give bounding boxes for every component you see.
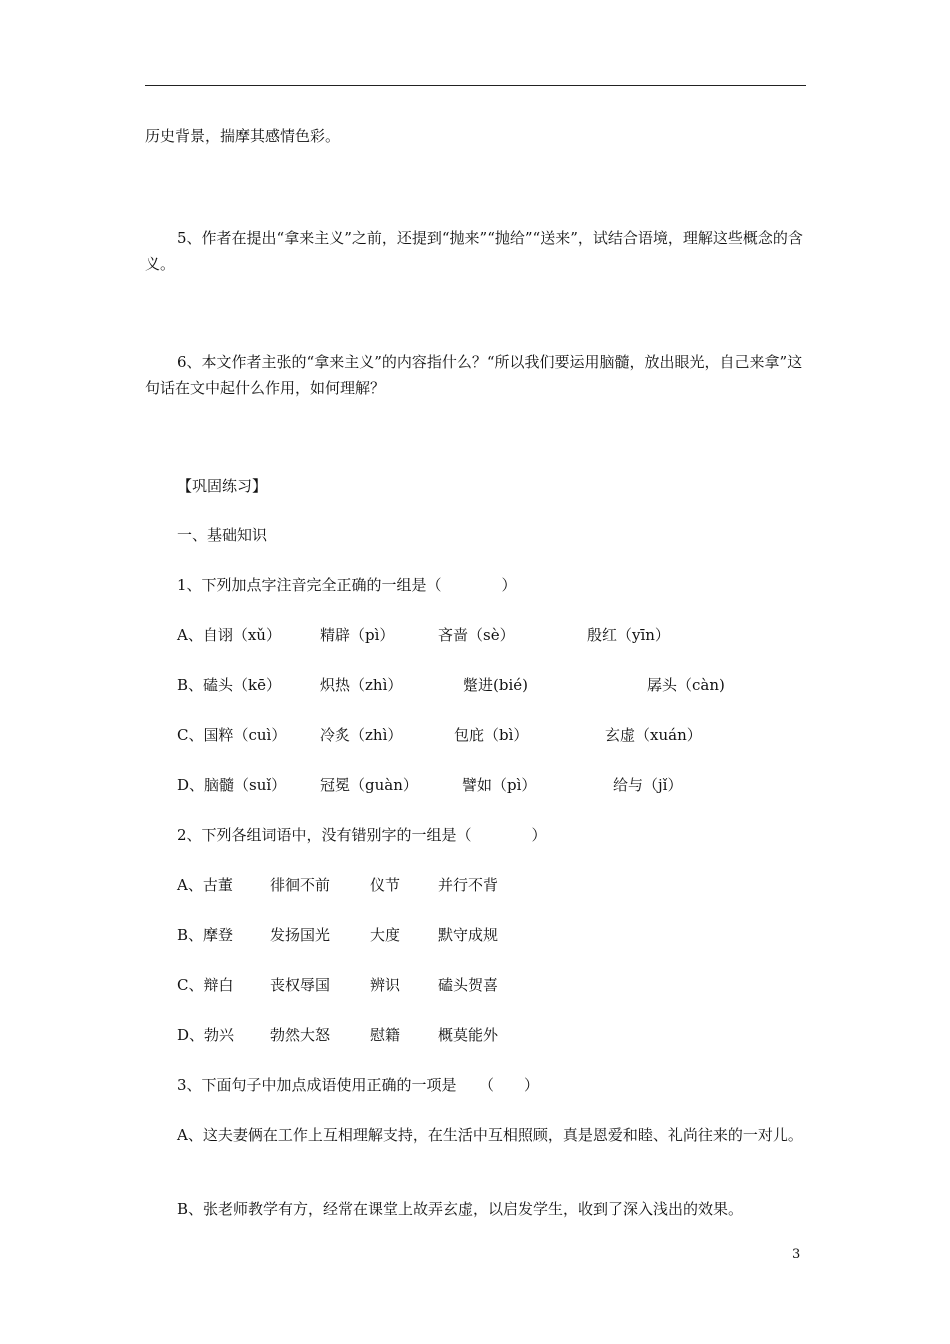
option-label: C、国粹（cuì） [177,726,287,744]
option-item: 蹩进(bié) [463,676,528,694]
page-number: 3 [792,1247,801,1262]
option-item: 慰籍 [370,1026,401,1044]
option-item: 殷红（yīn） [587,626,670,644]
header-rule [145,85,806,86]
exercise-2-question: 2、下列各组词语中，没有错别字的一组是（ ） [177,826,547,844]
option-item: 勃然大怒 [270,1026,331,1044]
option-item: 冠冕（guàn） [320,776,418,794]
option-item: 给与（jǐ） [613,776,683,794]
exercise-1-option-c [177,722,806,748]
exercise-2-option-b [177,922,806,948]
option-label: A、自诩（xǔ） [177,626,281,644]
option-item: 包庇（bì） [454,726,529,744]
continued-paragraph: 历史背景，揣摩其感情色彩。 [145,127,341,145]
option-item: 并行不背 [438,876,499,894]
option-item: 玄虚（xuán） [605,726,702,744]
option-label: D、勃兴 [177,1026,235,1044]
option-item: 大度 [370,926,401,944]
option-item: 默守成规 [438,926,499,944]
option-item: 孱头（càn) [647,676,725,694]
question-6: 6、本文作者主张的“拿来主义”的内容指什么？“所以我们要运用脑髓，放出眼光，自己来拿”这句话在文中起什么作用，如何理解？ [145,353,803,397]
option-label: C、辩白 [177,976,234,994]
section-title: 【巩固练习】 [177,477,268,495]
question-5: 5、作者在提出“拿来主义”之前，还提到“抛来”“抛给”“送来”，试结合语境，理解这些概念的含义。 [145,229,803,273]
option-item: 概莫能外 [438,1026,499,1044]
exercise-2-option-a [177,872,806,898]
option-item: 譬如（pì） [462,776,537,794]
exercise-3-option-a: A、这夫妻俩在工作上互相理解支持，在生活中互相照顾，真是恩爱和睦、礼尚往来的一对儿。 [177,1126,803,1144]
option-label: D、脑髓（suǐ） [177,776,287,794]
option-label: A、古董 [177,876,233,894]
option-item: 冷炙（zhì） [320,726,403,744]
exercise-3-question: 3、下面句子中加点成语使用正确的一项是 （ ） [177,1076,540,1094]
exercise-1-option-b [177,672,806,698]
option-item: 仪节 [370,876,401,894]
option-label: B、摩登 [177,926,234,944]
exercise-2-option-d [177,1022,806,1048]
exercise-1-option-a [177,622,806,648]
option-item: 精辟（pì） [320,626,395,644]
subsection-title: 一、基础知识 [177,526,268,544]
option-item: 丧权辱国 [270,976,331,994]
option-item: 炽热（zhì） [320,676,403,694]
exercise-1-option-d [177,772,806,798]
option-item: 磕头贺喜 [438,976,499,994]
option-item: 辨识 [370,976,401,994]
option-label: B、磕头（kē） [177,676,281,694]
option-item: 吝啬（sè） [438,626,515,644]
option-item: 徘徊不前 [270,876,331,894]
exercise-3-option-b: B、张老师教学有方，经常在课堂上故弄玄虚，以启发学生，收到了深入浅出的效果。 [177,1200,744,1218]
option-item: 发扬国光 [270,926,331,944]
exercise-2-option-c [177,972,806,998]
exercise-1-question: 1、下列加点字注音完全正确的一组是（ ） [177,576,517,594]
